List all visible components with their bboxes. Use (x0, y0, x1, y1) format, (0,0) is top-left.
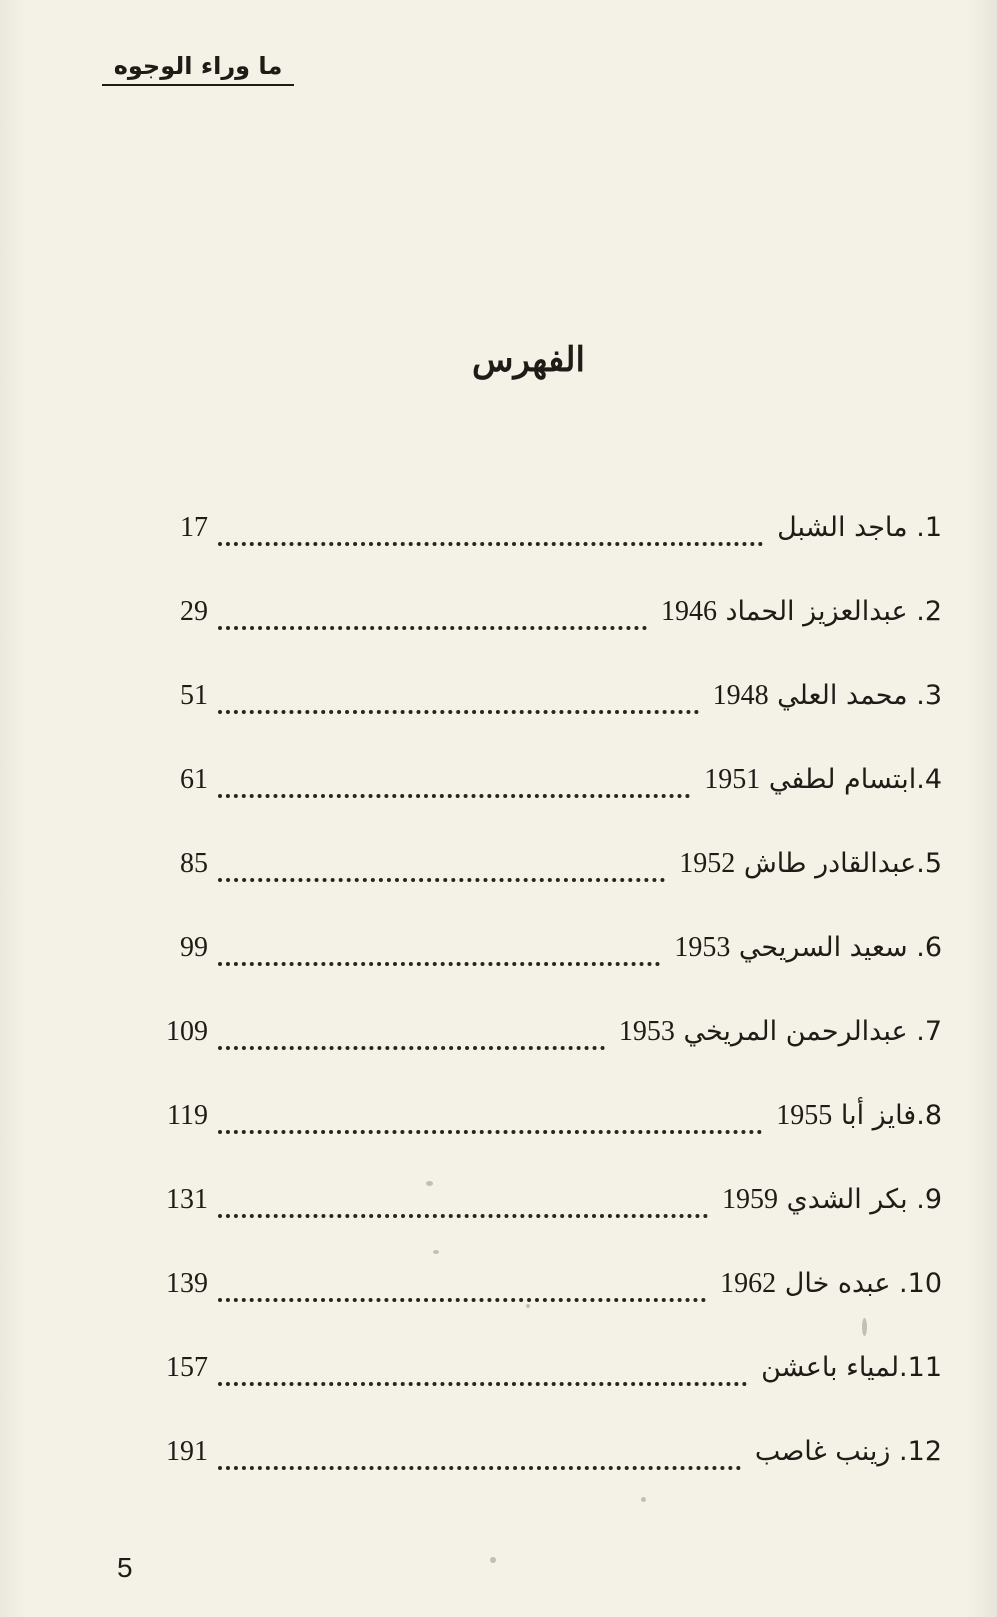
dot-leader (218, 1026, 605, 1050)
toc-entry (150, 675, 942, 759)
toc-entry-number: 11. (899, 1352, 942, 1383)
toc-page-number: 61 (180, 764, 208, 795)
toc-entry-name: لمياء باعشن (761, 1352, 900, 1383)
toc-entry (150, 1263, 942, 1347)
toc-page-number: 99 (180, 932, 208, 963)
toc-entry-label (661, 591, 942, 633)
table-of-contents (150, 507, 942, 1515)
dot-leader (218, 1110, 762, 1134)
toc-entry-name: عبده خال (784, 1268, 891, 1299)
paper-speck (433, 1250, 439, 1254)
toc-entry-year: 1953 (674, 932, 731, 963)
toc-entry (150, 1011, 942, 1095)
dot-leader (218, 606, 647, 630)
toc-entry (150, 1179, 942, 1263)
toc-entry-number: 1. (916, 512, 942, 543)
toc-entry-number: 5. (916, 848, 942, 879)
toc-entry-year: 1948 (712, 680, 769, 711)
toc-entry-label (619, 1011, 942, 1053)
page-number: 5 (117, 1552, 133, 1583)
toc-entry-label (755, 1431, 942, 1473)
toc-entry-name: ابتسام لطفي (768, 764, 917, 795)
running-header: ما وراء الوجوه (102, 50, 294, 86)
toc-page-number: 119 (167, 1100, 208, 1131)
toc-page-number: 17 (180, 512, 208, 543)
paper-speck (490, 1557, 496, 1563)
toc-page-number: 157 (166, 1352, 208, 1383)
paper-speck (862, 1318, 867, 1336)
toc-entry (150, 1347, 942, 1431)
toc-entry-number: 4. (916, 764, 942, 795)
toc-entry-year: 1953 (618, 1016, 675, 1047)
toc-page-number: 191 (166, 1436, 208, 1467)
toc-entry-number: 2. (916, 596, 942, 627)
toc-entry (150, 507, 942, 591)
toc-entry-label (776, 1095, 942, 1137)
toc-entry-name: عبدالقادر طاش (743, 848, 917, 879)
toc-entry-name: محمد العلي (777, 680, 908, 711)
toc-entry-name: بكر الشدي (786, 1184, 908, 1215)
toc-entry-number: 12. (899, 1436, 942, 1467)
toc-entry-year: 1951 (704, 764, 761, 795)
toc-entry-number: 3. (916, 680, 942, 711)
toc-entry-name: سعيد السريحي (738, 932, 908, 963)
toc-entry-label (674, 927, 942, 969)
toc-entry-number: 10. (899, 1268, 942, 1299)
toc-page-number: 51 (180, 680, 208, 711)
dot-leader (218, 690, 699, 714)
toc-entry-name: زينب غاصب (754, 1436, 891, 1467)
toc-entry-number: 6. (916, 932, 942, 963)
dot-leader (218, 1194, 708, 1218)
toc-entry (150, 927, 942, 1011)
toc-entry-label (679, 843, 942, 885)
paper-speck (426, 1181, 433, 1186)
toc-entry-number: 9. (916, 1184, 942, 1215)
toc-entry-year: 1946 (660, 596, 717, 627)
toc-entry-name: ماجد الشبل (777, 512, 908, 543)
toc-entry-label (722, 1179, 942, 1221)
toc-entry (150, 843, 942, 927)
dot-leader (218, 1362, 747, 1386)
toc-entry (150, 591, 942, 675)
toc-entry-label (704, 759, 942, 801)
toc-entry (150, 1431, 942, 1515)
toc-entry-label (761, 1347, 942, 1389)
dot-leader (218, 774, 690, 798)
dot-leader (218, 1446, 741, 1470)
toc-entry-name: عبدالرحمن المريخي (683, 1016, 908, 1047)
toc-entry-label (777, 507, 942, 549)
dot-leader (218, 942, 660, 966)
toc-entry-year: 1955 (776, 1100, 833, 1131)
toc-entry-name: عبدالعزيز الحماد (725, 596, 908, 627)
dot-leader (218, 1278, 706, 1302)
toc-page-number: 109 (166, 1016, 208, 1047)
dot-leader (218, 858, 665, 882)
toc-page-number: 85 (180, 848, 208, 879)
toc-entry-name: فايز أبا (840, 1100, 917, 1131)
toc-entry-number: 8. (916, 1100, 942, 1131)
toc-page-number: 131 (166, 1184, 208, 1215)
toc-entry-year: 1952 (679, 848, 736, 879)
paper-speck (526, 1304, 530, 1308)
toc-entry-number: 7. (916, 1016, 942, 1047)
toc-page-number: 29 (180, 596, 208, 627)
toc-entry (150, 1095, 942, 1179)
dot-leader (218, 522, 763, 546)
toc-entry-year: 1962 (720, 1268, 777, 1299)
page-title: الفهرس (472, 340, 585, 380)
toc-entry-year: 1959 (722, 1184, 778, 1215)
paper-speck (641, 1497, 646, 1502)
toc-entry-label (713, 675, 942, 717)
toc-entry (150, 759, 942, 843)
toc-page-number: 139 (166, 1268, 208, 1299)
toc-entry-label (720, 1263, 942, 1305)
